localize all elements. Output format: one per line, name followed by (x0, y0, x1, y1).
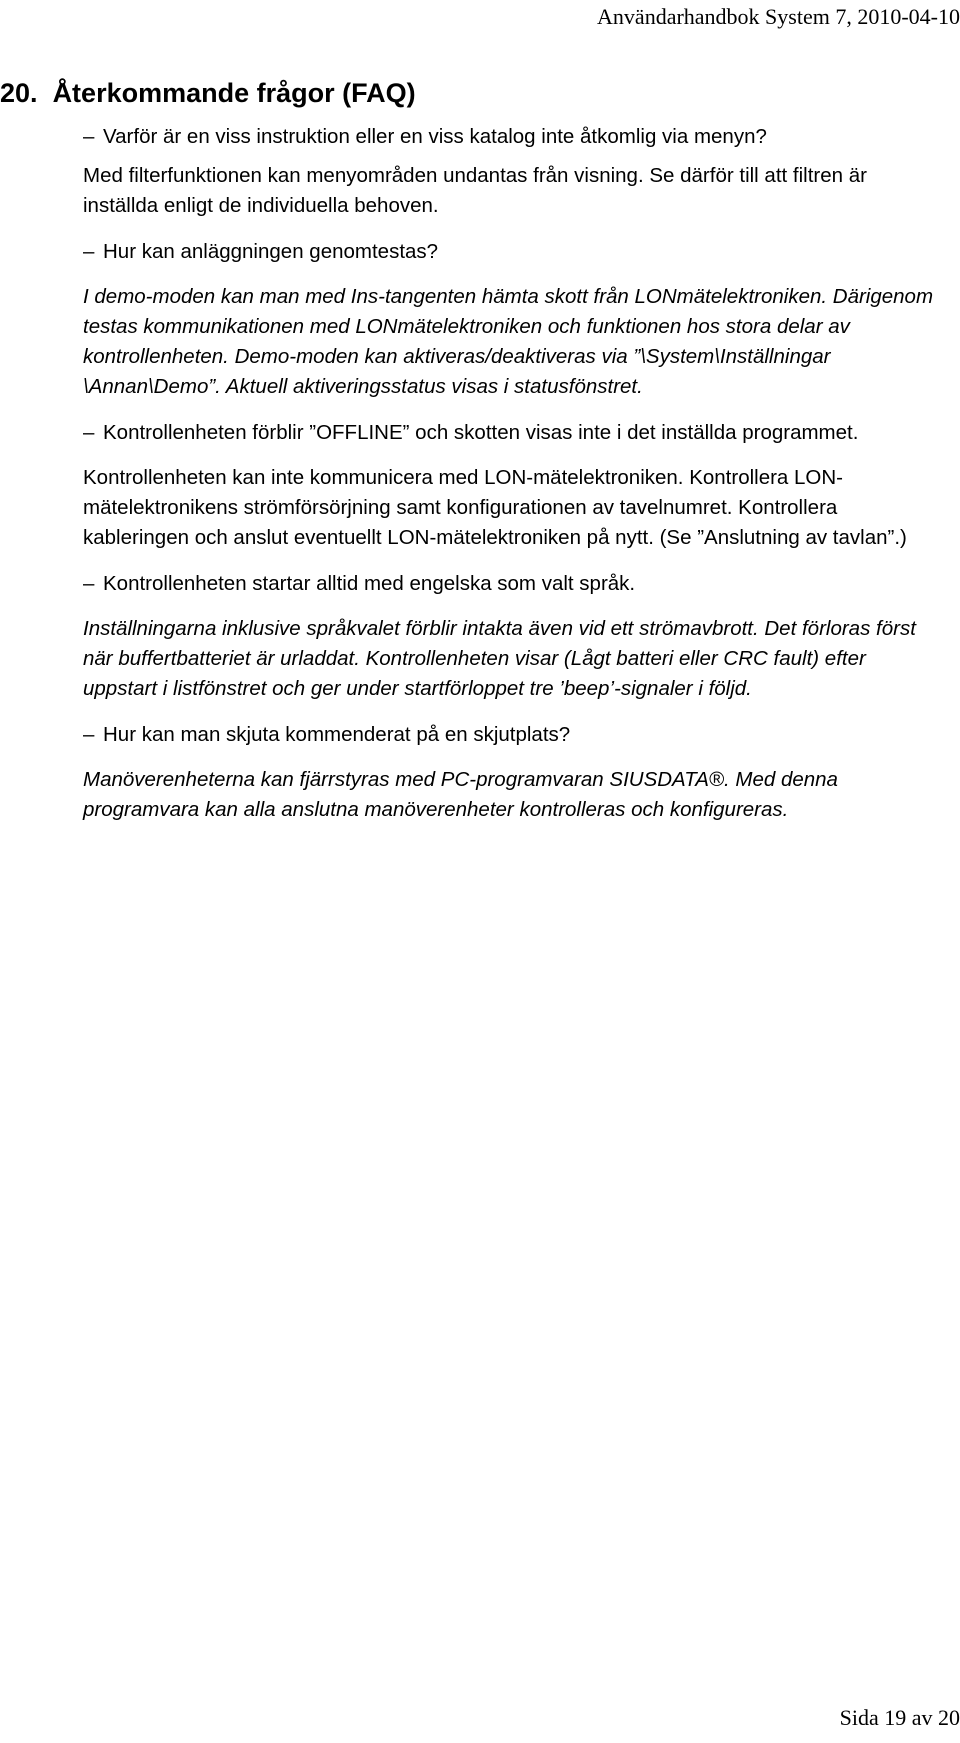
page-header: Användarhandbok System 7, 2010-04-10 (597, 4, 960, 29)
dash-marker: – (83, 421, 95, 444)
faq-question-text: Hur kan anläggningen genomtestas? (103, 240, 439, 263)
faq-answer: Manöverenheterna kan fjärrstyras med PC-programvaran SIUSDATA®. Med denna programvara kan alla anslutna manöverenheter kontrolleras och konfigureras. (83, 768, 838, 821)
section-title: Återkommande frågor (FAQ) (52, 78, 416, 108)
section-number: 20. (0, 78, 38, 108)
section-heading (0, 78, 416, 109)
dash-marker: – (83, 572, 95, 595)
dash-marker: – (83, 240, 95, 263)
dash-marker: – (83, 723, 95, 746)
faq-answer: Kontrollenheten kan inte kommunicera med LON-mätelektroniken. Kontrollera LON-mätelektronikens strömförsörjning samt konfigurationen av tavelnumret. Kontrollera kableringen och anslut eventuellt LON-mätelektroniken på nytt. (Se ”Anslutning av tavlan”.) (83, 466, 907, 549)
faq-question-text: Varför är en viss instruktion eller en viss katalog inte åtkomlig via menyn? (103, 125, 767, 148)
faq-answer: Med filterfunktionen kan menyområden undantas från visning. Se därför till att filtren är inställda enligt de individuella behoven. (83, 164, 867, 217)
faq-question (83, 237, 943, 267)
faq-question (83, 418, 943, 448)
faq-question (83, 122, 943, 152)
faq-question (83, 569, 943, 599)
dash-marker: – (83, 125, 95, 148)
faq-question (83, 720, 943, 750)
faq-question-text: Hur kan man skjuta kommenderat på en skjutplats? (103, 723, 571, 746)
faq-question-text: Kontrollenheten startar alltid med engelska som valt språk. (103, 572, 636, 595)
faq-list (83, 122, 943, 825)
faq-answer: Inställningarna inklusive språkvalet förblir intakta även vid ett strömavbrott. Det förloras först när buffertbatteriet är urladdat. Kontrollenheten visar (Lågt batteri eller CRC fault) efter uppstart i listfönstret och ger under startförloppet tre ’beep’-signaler i följd. (83, 617, 916, 700)
faq-question-text: Kontrollenheten förblir ”OFFLINE” och skotten visas inte i det inställda programmet. (103, 421, 859, 444)
page-footer: Sida 19 av 20 (839, 1705, 960, 1730)
faq-answer: I demo-moden kan man med Ins-tangenten hämta skott från LONmätelektroniken. Därigenom testas kommunikationen med LONmätelektroniken och funktionen hos stora delar av kontrollenheten. Demo-moden kan aktiveras/deaktiveras via ”\System\Inställningar \Annan\Demo”. Aktuell aktiveringsstatus visas i statusfönstret. (83, 285, 934, 398)
